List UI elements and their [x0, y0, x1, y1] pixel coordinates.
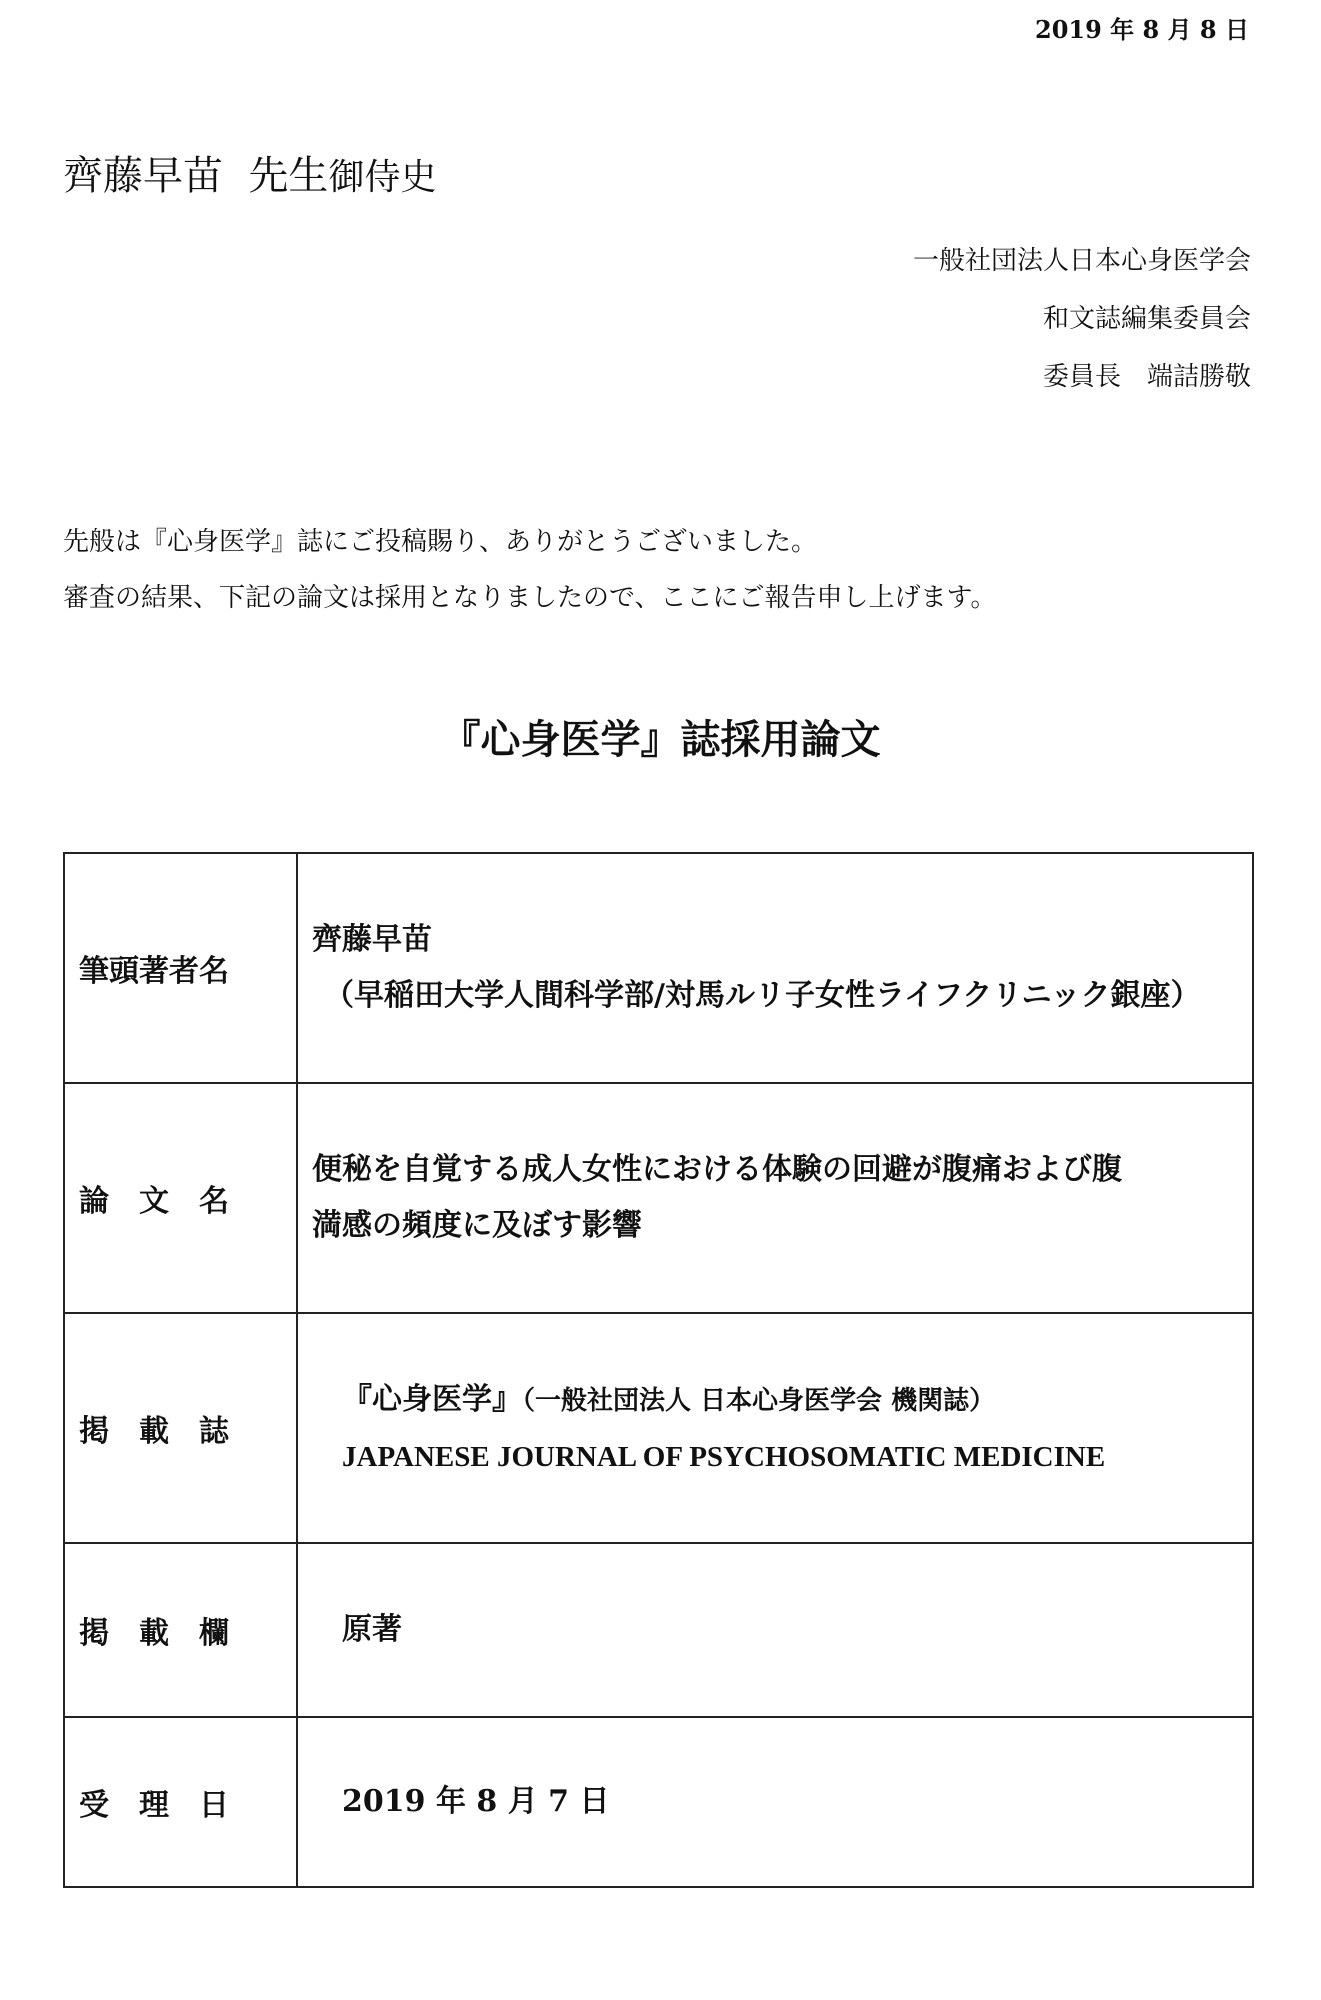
letter-body: [63, 514, 996, 626]
sender-committee: 和文誌編集委員会: [1042, 304, 1251, 334]
table-row-author: [64, 853, 1253, 1083]
table-row-paper: [64, 1083, 1253, 1313]
paper-title-line-2: 満感の頻度に及ぼす影響: [312, 1208, 642, 1243]
sender-chair: 委員長 端詰勝敬: [1042, 362, 1251, 392]
journal-label: 掲 載 誌: [64, 1313, 297, 1543]
author-value: [297, 853, 1253, 1083]
journal-name: 『心身医学』: [342, 1381, 522, 1417]
journal-value: [297, 1313, 1253, 1543]
recipient-title: 先生: [248, 153, 329, 199]
letter-date: 2019 年 8 月 8 日: [1035, 15, 1249, 44]
journal-english-name: JAPANESE JOURNAL OF PSYCHOSOMATIC MEDICINE: [342, 1440, 1106, 1473]
journal-note: （一般社団法人 日本心身医学会 機関誌）: [522, 1385, 996, 1416]
journal-name-line: [312, 1372, 1251, 1429]
author-name: 齊藤早苗: [312, 922, 432, 957]
recipient: [63, 144, 436, 201]
sender-block: [913, 232, 1251, 406]
section-label: 掲 載 欄: [64, 1543, 297, 1717]
paper-title-line-1: 便秘を自覚する成人女性における体験の回避が腹痛および腹: [312, 1152, 1122, 1187]
document-title: 『心身医学』誌採用論文: [440, 716, 881, 763]
section-value: 原著: [342, 1612, 402, 1647]
paper-value: [297, 1083, 1253, 1313]
received-value-cell: [297, 1717, 1253, 1887]
paper-label: 論 文 名: [64, 1083, 297, 1313]
acceptance-table: [63, 852, 1254, 1888]
recipient-name: 齊藤早苗: [63, 153, 223, 199]
recipient-honorific: 御侍史: [328, 157, 437, 198]
sender-organization: 一般社団法人日本心身医学会: [912, 246, 1251, 276]
author-label: 筆頭著者名: [64, 853, 297, 1083]
body-line-1: 先般は『心身医学』誌にご投稿賜り、ありがとうございました。: [63, 527, 818, 557]
table-row-received: [64, 1717, 1253, 1887]
table-row-section: [64, 1543, 1253, 1717]
section-value-cell: [297, 1543, 1253, 1717]
received-date: 2019 年 8 月 7 日: [342, 1784, 610, 1819]
table-row-journal: [64, 1313, 1253, 1543]
received-label: 受 理 日: [64, 1717, 297, 1887]
body-line-2: 審査の結果、下記の論文は採用となりましたので、ここにご報告申し上げます。: [63, 583, 997, 613]
author-affiliation: （早稲田大学人間科学部/対馬ルリ子女性ライフクリニック銀座）: [324, 978, 1201, 1013]
